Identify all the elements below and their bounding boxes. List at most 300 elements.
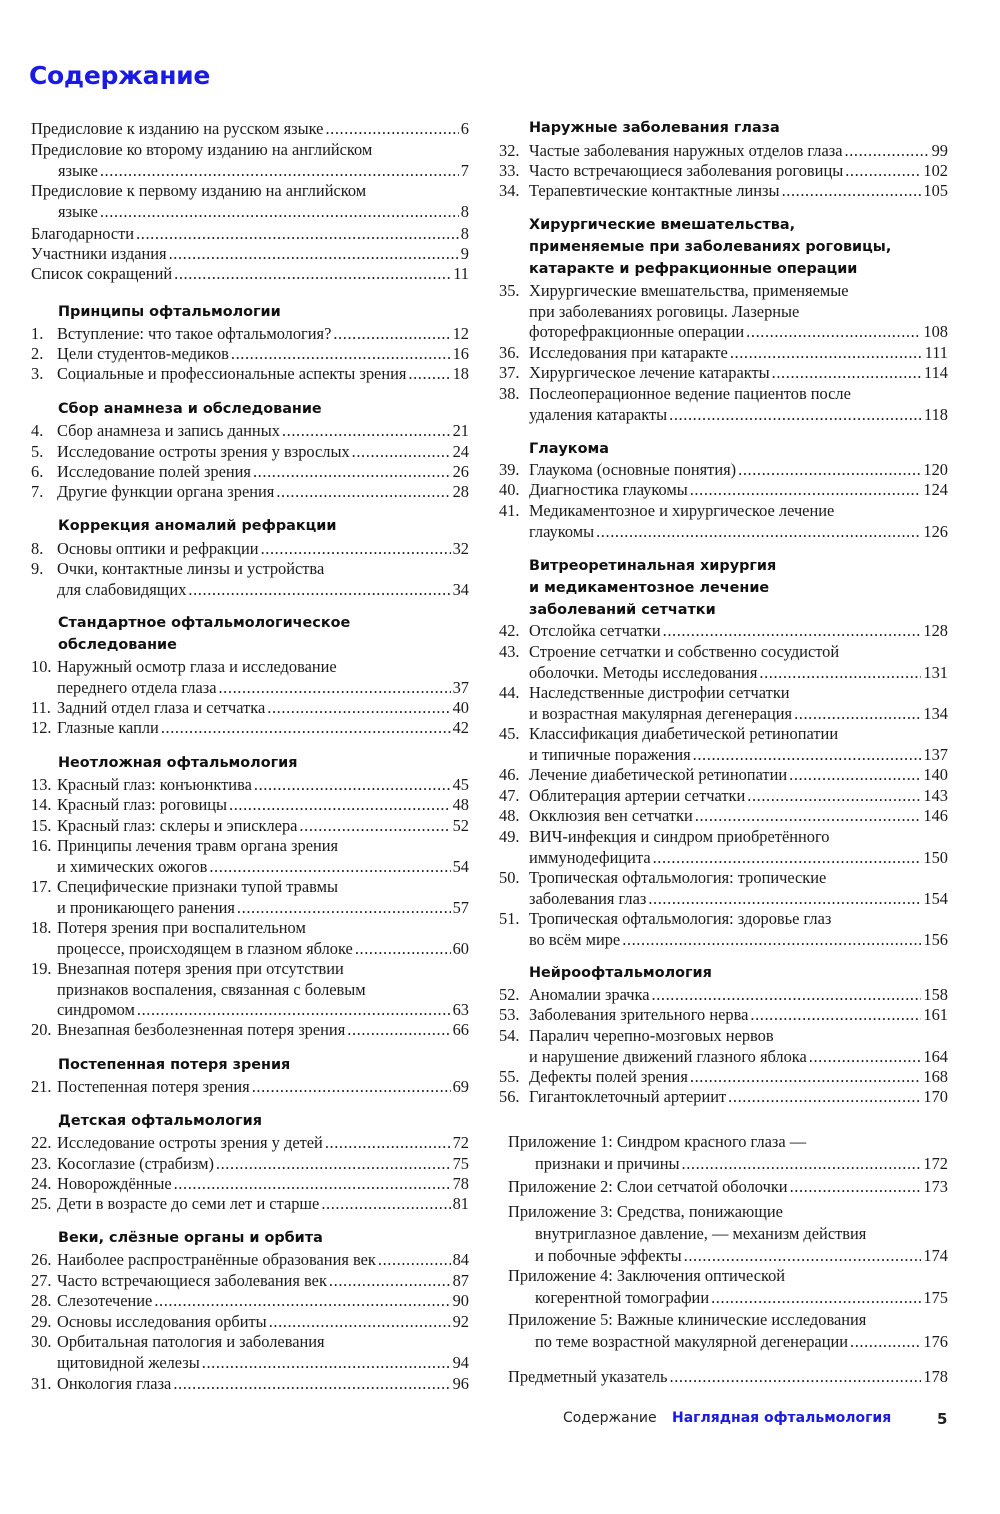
- entry-title: Строение сетчатки и собственно сосудистой: [529, 642, 840, 661]
- toc-entry[interactable]: [0, 140, 469, 181]
- entry-number: 51.: [499, 909, 520, 928]
- entry-title: Исследования при катаракте: [529, 343, 728, 362]
- toc-entry[interactable]: [490, 724, 948, 765]
- toc-entry[interactable]: [0, 1020, 469, 1041]
- footer-book-title: Наглядная офтальмология: [672, 1410, 892, 1426]
- entry-title: Приложение 4: Заключения оптической: [508, 1266, 786, 1285]
- entry-number: 42.: [499, 621, 520, 640]
- dot-leader: [782, 181, 922, 202]
- entry-title: Гигантоклеточный артериит: [529, 1087, 727, 1106]
- dot-leader: [252, 1077, 451, 1098]
- dot-leader: [174, 1174, 451, 1195]
- entry-title: при заболеваниях роговицы. Лазерные: [529, 301, 800, 321]
- page-number: 140: [923, 765, 948, 784]
- toc-entry[interactable]: [490, 868, 948, 909]
- entry-title: когерентной томографии: [535, 1288, 710, 1307]
- entry-number: 23.: [31, 1154, 52, 1173]
- page-number: 11: [453, 264, 469, 283]
- dot-leader: [154, 1291, 450, 1312]
- toc-entry[interactable]: [0, 1194, 469, 1215]
- entry-title: и типичные поражения: [529, 744, 691, 764]
- section-heading: применяемые при заболеваниях роговицы,: [529, 239, 892, 255]
- dot-leader: [622, 930, 921, 951]
- toc-entry[interactable]: [490, 161, 948, 182]
- page-number: 170: [923, 1087, 948, 1106]
- dot-leader: [747, 786, 921, 807]
- entry-title: Наиболее распространённые образования век: [57, 1250, 376, 1269]
- appendix-entry[interactable]: [490, 1367, 948, 1389]
- toc-entry[interactable]: [0, 877, 469, 918]
- entry-title: Тропическая офтальмология: тропические: [529, 868, 827, 887]
- entry-number: 13.: [31, 775, 52, 794]
- dot-leader: [137, 1000, 451, 1021]
- section-heading: и медикаментозное лечение: [529, 580, 770, 596]
- entry-title: фоторефракционные операции: [529, 322, 745, 341]
- entry-title: Внезапная безболезненная потеря зрения: [57, 1020, 346, 1039]
- page-number: 99: [931, 141, 948, 160]
- toc-entry[interactable]: [0, 1250, 469, 1271]
- entry-title: Социальные и профессиональные аспекты зрения: [57, 364, 407, 383]
- toc-entry[interactable]: [0, 1312, 469, 1333]
- toc-entry[interactable]: [490, 181, 948, 202]
- entry-title: Хирургическое лечение катаракты: [529, 363, 770, 382]
- page-number: 156: [923, 929, 948, 949]
- page-number: 131: [923, 662, 948, 682]
- entry-title: внутриглазное давление, — механизм действия: [535, 1224, 867, 1243]
- dot-leader: [267, 698, 450, 719]
- toc-entry[interactable]: [490, 683, 948, 724]
- page-number: 105: [923, 181, 948, 200]
- dot-leader: [325, 119, 458, 140]
- toc-entry[interactable]: [0, 1374, 469, 1395]
- entry-title: Предметный указатель: [508, 1367, 668, 1386]
- page-number: 6: [460, 119, 469, 138]
- entry-number: 44.: [499, 683, 520, 702]
- dot-leader: [695, 806, 922, 827]
- entry-number: 33.: [499, 161, 520, 180]
- entry-title: Красный глаз: роговицы: [57, 795, 227, 814]
- page-number: 154: [923, 888, 948, 908]
- toc-entry[interactable]: [0, 918, 469, 959]
- page-number: 96: [452, 1374, 469, 1393]
- page-number: 161: [923, 1005, 948, 1024]
- entry-title: Исследование полей зрения: [57, 462, 251, 481]
- dot-leader: [136, 224, 459, 245]
- page-number: 174: [923, 1246, 948, 1265]
- page-number: 173: [923, 1177, 948, 1196]
- entry-title: ВИЧ-инфекция и синдром приобретённого: [529, 827, 830, 846]
- toc-entry[interactable]: [490, 141, 948, 162]
- entry-title: Красный глаз: конъюнктива: [57, 775, 252, 794]
- dot-leader: [653, 848, 922, 869]
- entry-number: 50.: [499, 868, 520, 887]
- entry-number: 45.: [499, 724, 520, 743]
- toc-entry[interactable]: [490, 827, 948, 868]
- toc-entry[interactable]: [0, 1174, 469, 1195]
- entry-title: Приложение 5: Важные клинические исследования: [508, 1310, 867, 1329]
- dot-leader: [282, 421, 451, 442]
- page-number: 168: [923, 1067, 948, 1086]
- entry-title: Цели студентов-медиков: [57, 344, 229, 363]
- page-number: 172: [923, 1154, 948, 1173]
- page-number: 90: [452, 1291, 469, 1310]
- toc-entry[interactable]: [0, 816, 469, 837]
- entry-number: 24.: [31, 1174, 52, 1193]
- page-number: 9: [460, 244, 469, 263]
- page-number: 52: [452, 816, 469, 835]
- toc-entry[interactable]: [0, 224, 469, 245]
- entry-title: Приложение 1: Синдром красного глаза —: [508, 1132, 807, 1151]
- dot-leader: [850, 1332, 921, 1353]
- entry-number: 28.: [31, 1291, 52, 1310]
- entry-title: Хирургические вмешательства, применяемые: [529, 281, 849, 300]
- dot-leader: [684, 1246, 922, 1267]
- page-number: 78: [452, 1174, 469, 1193]
- dot-leader: [237, 898, 451, 919]
- dot-leader: [670, 1367, 922, 1388]
- page-number: 146: [923, 806, 948, 825]
- section-heading: Нейроофтальмология: [529, 965, 712, 981]
- entry-title: Другие функции органа зрения: [57, 482, 275, 501]
- toc-entry[interactable]: [0, 795, 469, 816]
- dot-leader: [188, 580, 450, 601]
- dot-leader: [161, 718, 451, 739]
- entry-title: переднего отдела глаза: [57, 677, 217, 697]
- dot-leader: [596, 522, 921, 543]
- toc-entry[interactable]: [0, 539, 469, 560]
- toc-entry[interactable]: [0, 775, 469, 796]
- toc-entry[interactable]: [490, 501, 948, 542]
- entry-title: Приложение 2: Слои сетчатой оболочки: [508, 1177, 788, 1196]
- entry-title: Наружный осмотр глаза и исследование: [57, 657, 337, 676]
- entry-title: Новорождённые: [57, 1174, 172, 1193]
- entry-number: 52.: [499, 985, 520, 1004]
- entry-number: 22.: [31, 1133, 52, 1152]
- toc-entry[interactable]: [0, 364, 469, 385]
- dot-leader: [759, 663, 921, 684]
- toc-entry[interactable]: [490, 281, 948, 343]
- section-heading: заболеваний сетчатки: [529, 602, 716, 618]
- entry-number: 4.: [31, 421, 44, 440]
- page-number: 120: [923, 460, 948, 479]
- section-heading: Детская офтальмология: [58, 1113, 262, 1129]
- page-number: 26: [452, 462, 469, 481]
- entry-number: 15.: [31, 816, 52, 835]
- dot-leader: [355, 939, 451, 960]
- section-heading: Наружные заболевания глаза: [529, 120, 780, 136]
- entry-title: Задний отдел глаза и сетчатка: [57, 698, 266, 717]
- page-number: 34: [452, 579, 469, 599]
- entry-title: Сбор анамнеза и запись данных: [57, 421, 280, 440]
- toc-entry[interactable]: [490, 765, 948, 786]
- dot-leader: [229, 795, 451, 816]
- entry-title: Красный глаз: склеры и эписклера: [57, 816, 298, 835]
- toc-entry[interactable]: [490, 985, 948, 1006]
- section-heading: Постепенная потеря зрения: [58, 1057, 291, 1073]
- dot-leader: [730, 343, 923, 364]
- toc-entry[interactable]: [0, 1271, 469, 1292]
- page-number: 42: [452, 718, 469, 737]
- entry-number: 47.: [499, 786, 520, 805]
- page-number: 21: [452, 421, 469, 440]
- dot-leader: [845, 141, 930, 162]
- toc-entry[interactable]: [0, 264, 469, 285]
- page-number: 102: [923, 161, 948, 180]
- toc-entry[interactable]: [0, 244, 469, 265]
- dot-leader: [652, 985, 922, 1006]
- entry-number: 53.: [499, 1005, 520, 1024]
- page-number: 16: [452, 344, 469, 363]
- toc-entry[interactable]: [0, 344, 469, 365]
- entry-title: Слезотечение: [57, 1291, 153, 1310]
- entry-title: Терапевтические контактные линзы: [529, 181, 780, 200]
- entry-title: Вступление: что такое офтальмология?: [57, 324, 332, 343]
- dot-leader: [690, 1067, 922, 1088]
- appendix-entry[interactable]: [490, 1202, 948, 1268]
- dot-leader: [329, 1271, 451, 1292]
- section-heading: Хирургические вмешательства,: [529, 217, 796, 233]
- toc-entry[interactable]: [490, 909, 948, 950]
- entry-title: заболевания глаз: [529, 888, 647, 908]
- page-number: 60: [452, 938, 469, 958]
- toc-entry[interactable]: [0, 1291, 469, 1312]
- toc-entry[interactable]: [490, 1087, 948, 1108]
- page-number: 24: [452, 442, 469, 461]
- entry-number: 29.: [31, 1312, 52, 1331]
- dot-leader: [790, 1177, 922, 1198]
- section-heading: Веки, слёзные органы и орбита: [58, 1230, 323, 1246]
- section-heading: Глаукома: [529, 441, 609, 457]
- entry-title: и проникающего ранения: [57, 897, 235, 917]
- entry-number: 34.: [499, 181, 520, 200]
- entry-title: Участники издания: [31, 244, 167, 263]
- entry-number: 43.: [499, 642, 520, 661]
- page-number: 37: [452, 677, 469, 697]
- page-number: 126: [923, 521, 948, 541]
- dot-leader: [209, 857, 450, 878]
- toc-entry[interactable]: [0, 718, 469, 739]
- entry-title: Предисловие к первому изданию на английском: [31, 181, 367, 200]
- dot-leader: [261, 539, 451, 560]
- dot-leader: [276, 482, 450, 503]
- entry-number: 25.: [31, 1194, 52, 1213]
- entry-title: Окклюзия вен сетчатки: [529, 806, 693, 825]
- entry-title: Классификация диабетической ретинопатии: [529, 724, 839, 743]
- dot-leader: [321, 1194, 450, 1215]
- page-title: Содержание: [29, 60, 211, 90]
- entry-title: Потеря зрения при воспалительном: [57, 918, 306, 937]
- page-number: 8: [460, 201, 469, 221]
- section-heading: обследование: [58, 637, 177, 653]
- section-heading: Неотложная офтальмология: [58, 755, 298, 771]
- entry-number: 39.: [499, 460, 520, 479]
- toc-entry[interactable]: [0, 1077, 469, 1098]
- toc-entry[interactable]: [0, 462, 469, 483]
- entry-number: 11.: [31, 698, 51, 717]
- entry-title: Часто встречающиеся заболевания роговицы: [529, 161, 844, 180]
- page-number: 45: [452, 775, 469, 794]
- page-number: 63: [452, 1000, 469, 1019]
- page-number: 178: [923, 1367, 948, 1386]
- toc-entry[interactable]: [0, 698, 469, 719]
- page-number: 72: [452, 1133, 469, 1152]
- page-number: 87: [452, 1271, 469, 1290]
- entry-title: Основы исследования орбиты: [57, 1312, 267, 1331]
- toc-entry[interactable]: [490, 621, 948, 642]
- page-number: 118: [924, 404, 948, 424]
- appendix-entry[interactable]: [490, 1177, 948, 1199]
- dot-leader: [216, 1154, 451, 1175]
- dot-leader: [738, 460, 921, 481]
- entry-title: Постепенная потеря зрения: [57, 1077, 250, 1096]
- toc-entry[interactable]: [490, 460, 948, 481]
- toc-entry[interactable]: [0, 559, 469, 600]
- entry-title: и возрастная макулярная дегенерация: [529, 703, 793, 723]
- dot-leader: [772, 363, 922, 384]
- dot-leader: [169, 244, 459, 265]
- dot-leader: [333, 324, 450, 345]
- toc-entry[interactable]: [0, 1332, 469, 1373]
- page-number: 28: [452, 482, 469, 501]
- dot-leader: [728, 1087, 921, 1108]
- toc-entry[interactable]: [490, 343, 948, 364]
- entry-number: 7.: [31, 482, 44, 501]
- entry-number: 3.: [31, 364, 44, 383]
- entry-number: 46.: [499, 765, 520, 784]
- footer-section-label: Содержание: [563, 1410, 657, 1426]
- toc-entry[interactable]: [490, 1026, 948, 1067]
- entry-title: глаукомы: [529, 521, 595, 541]
- page-number: 175: [923, 1288, 948, 1307]
- page-number: 94: [452, 1352, 469, 1372]
- toc-entry[interactable]: [0, 1133, 469, 1154]
- entry-title: Косоглазие (страбизм): [57, 1154, 214, 1173]
- section-heading: Витреоретинальная хирургия: [529, 558, 777, 574]
- dot-leader: [202, 1353, 451, 1374]
- section-heading: Принципы офтальмологии: [58, 304, 281, 320]
- toc-entry[interactable]: [0, 657, 469, 698]
- page-number: 143: [923, 786, 948, 805]
- entry-number: 56.: [499, 1087, 520, 1106]
- entry-title: Орбитальная патология и заболевания: [57, 1332, 325, 1351]
- page-number: 134: [923, 703, 948, 723]
- page-number: 75: [452, 1154, 469, 1173]
- toc-entry[interactable]: [490, 363, 948, 384]
- page-number: 92: [452, 1312, 469, 1331]
- entry-title: Исследование остроты зрения у взрослых: [57, 442, 350, 461]
- dot-leader: [682, 1154, 922, 1175]
- toc-entry[interactable]: [0, 324, 469, 345]
- entry-title: Облитерация артерии сетчатки: [529, 786, 746, 805]
- page-number: 18: [452, 364, 469, 383]
- toc-entry[interactable]: [490, 786, 948, 807]
- toc-entry[interactable]: [0, 836, 469, 877]
- page-number: 7: [460, 160, 469, 180]
- toc-entry[interactable]: [0, 482, 469, 503]
- dot-leader: [100, 202, 459, 223]
- dot-leader: [299, 816, 450, 837]
- section-heading: Сбор анамнеза и обследование: [58, 401, 322, 417]
- entry-number: 41.: [499, 501, 520, 520]
- page-number: 176: [923, 1332, 948, 1351]
- dot-leader: [254, 775, 451, 796]
- toc-entry[interactable]: [0, 959, 469, 1021]
- page-number: 66: [452, 1020, 469, 1039]
- toc-entry[interactable]: [490, 480, 948, 501]
- toc-entry[interactable]: [490, 806, 948, 827]
- appendix-entry[interactable]: [490, 1132, 948, 1176]
- entry-number: 14.: [31, 795, 52, 814]
- appendix-entry[interactable]: [490, 1266, 948, 1310]
- dot-leader: [173, 1374, 450, 1395]
- entry-title: и химических ожогов: [57, 856, 208, 876]
- dot-leader: [100, 161, 459, 182]
- entry-number: 30.: [31, 1332, 52, 1351]
- dot-leader: [690, 480, 922, 501]
- dot-leader: [325, 1133, 451, 1154]
- entry-title: Диагностика глаукомы: [529, 480, 688, 499]
- entry-number: 27.: [31, 1271, 52, 1290]
- entry-title: Дети в возрасте до семи лет и старше: [57, 1194, 320, 1213]
- entry-number: 18.: [31, 918, 52, 937]
- appendix-entry[interactable]: [490, 1310, 948, 1354]
- toc-entry[interactable]: [490, 384, 948, 425]
- entry-title: Основы оптики и рефракции: [57, 539, 259, 558]
- entry-title: Принципы лечения травм органа зрения: [57, 836, 339, 855]
- entry-number: 20.: [31, 1020, 52, 1039]
- toc-entry[interactable]: [0, 181, 469, 222]
- entry-number: 26.: [31, 1250, 52, 1269]
- toc-entry[interactable]: [490, 642, 948, 683]
- page-number: 114: [924, 363, 948, 382]
- entry-number: 37.: [499, 363, 520, 382]
- entry-title: признаков воспаления, связанная с болевым: [57, 979, 366, 999]
- entry-number: 54.: [499, 1026, 520, 1045]
- entry-title: Лечение диабетической ретинопатии: [529, 765, 788, 784]
- dot-leader: [693, 745, 922, 766]
- entry-title: Внезапная потеря зрения при отсутствии: [57, 959, 344, 978]
- section-heading: Коррекция аномалий рефракции: [58, 518, 337, 534]
- entry-title: процессе, происходящем в глазном яблоке: [57, 938, 353, 958]
- toc-entry[interactable]: [0, 421, 469, 442]
- page-number: 124: [923, 480, 948, 499]
- dot-leader: [809, 1047, 922, 1068]
- toc-entry[interactable]: [490, 1005, 948, 1026]
- toc-entry[interactable]: [0, 442, 469, 463]
- entry-number: 9.: [31, 559, 44, 578]
- entry-title: Паралич черепно-мозговых нервов: [529, 1026, 774, 1045]
- dot-leader: [352, 442, 451, 463]
- entry-number: 55.: [499, 1067, 520, 1086]
- dot-leader: [253, 462, 451, 483]
- entry-number: 40.: [499, 480, 520, 499]
- dot-leader: [746, 322, 921, 343]
- page-number: 128: [923, 621, 948, 640]
- entry-number: 35.: [499, 281, 520, 300]
- entry-title: Благодарности: [31, 224, 135, 243]
- entry-title: Частые заболевания наружных отделов глаза: [529, 141, 843, 160]
- toc-entry[interactable]: [0, 1154, 469, 1175]
- page-number: 81: [452, 1194, 469, 1213]
- toc-entry[interactable]: [490, 1067, 948, 1088]
- entry-title: для слабовидящих: [57, 579, 187, 599]
- dot-leader: [218, 678, 450, 699]
- entry-title: языке: [58, 201, 98, 221]
- entry-title: признаки и причины: [535, 1154, 680, 1173]
- entry-number: 10.: [31, 657, 52, 676]
- toc-entry[interactable]: [0, 119, 469, 140]
- section-heading: катаракте и рефракционные операции: [529, 261, 858, 277]
